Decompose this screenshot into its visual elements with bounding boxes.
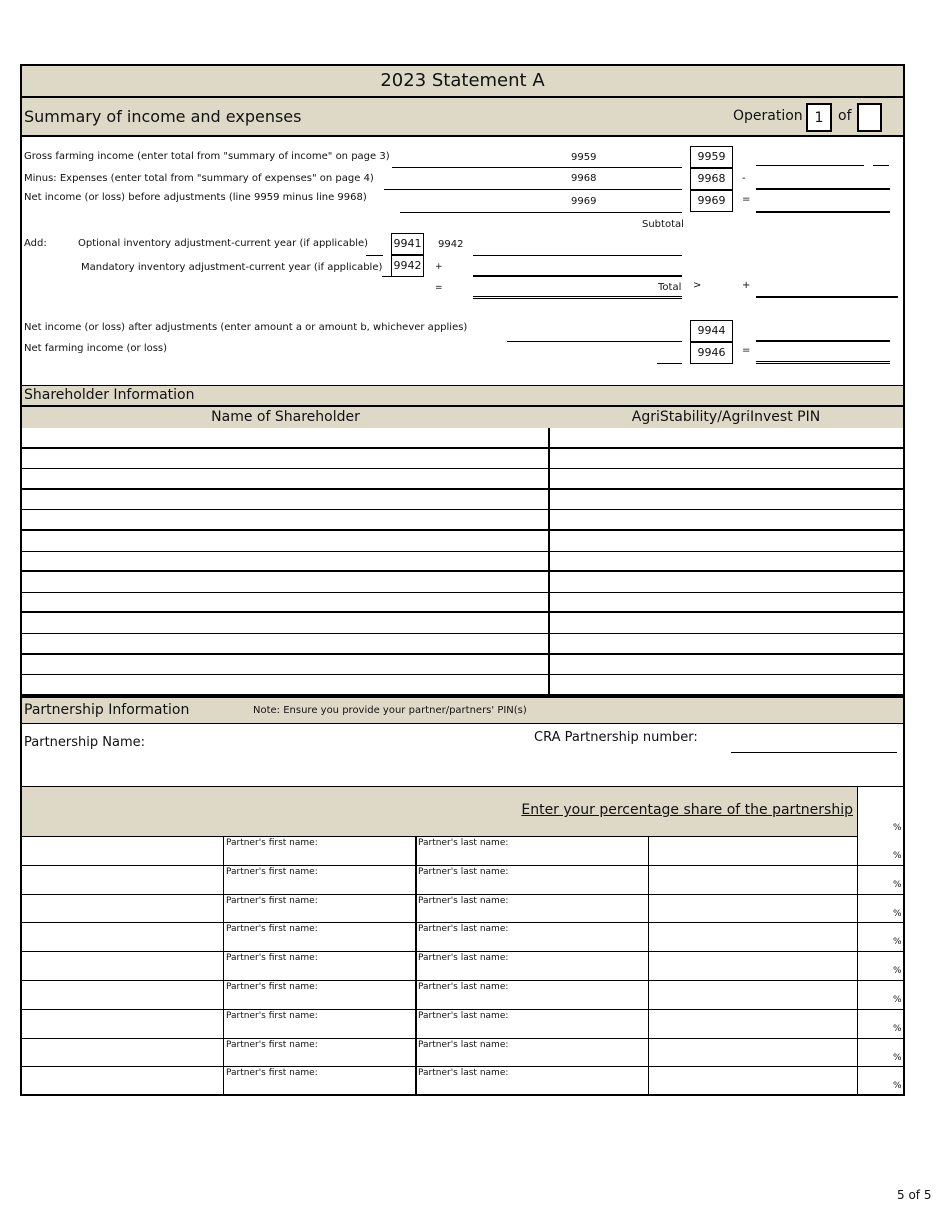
mandatory-adjustment-label: Mandatory inventory adjustment-current year (if applicable) — [81, 262, 383, 273]
gross-income-field[interactable]: 9959 — [690, 146, 733, 168]
partner-last-name-label: Partner's last name: — [418, 895, 509, 906]
optional-adjustment-field[interactable]: 9941 — [391, 233, 424, 255]
expenses-field[interactable]: 9968 — [690, 168, 733, 190]
greater-than-sign: > — [693, 280, 702, 291]
partner-last-name-label: Partner's last name: — [418, 1010, 509, 1021]
statement-a-form — [20, 64, 905, 1096]
partner-first-name-label: Partner's first name: — [226, 1068, 318, 1079]
partner-last-name-label: Partner's last name: — [418, 953, 509, 964]
optional-code-b: 9942 — [438, 239, 464, 250]
shareholder-row[interactable] — [22, 572, 903, 593]
partner-row[interactable] — [22, 1039, 903, 1068]
shareholder-row[interactable] — [22, 531, 903, 552]
shareholder-row[interactable] — [22, 675, 903, 696]
net-farming-field[interactable]: 9946 — [690, 342, 733, 364]
partner-percent-sign: % — [893, 851, 902, 861]
net-farming-label: Net farming income (or loss) — [24, 343, 168, 354]
partnership-header — [22, 696, 903, 724]
plus-sign: + — [435, 262, 443, 272]
partner-last-name-label: Partner's last name: — [418, 924, 509, 935]
shareholder-row[interactable] — [22, 510, 903, 531]
partner-percent-sign: % — [893, 966, 902, 977]
shareholder-row[interactable] — [22, 593, 903, 614]
plus-sign-total: + — [742, 280, 751, 291]
partner-first-name-label: Partner's first name: — [226, 1039, 318, 1050]
partner-last-name-label: Partner's last name: — [418, 982, 509, 992]
of-label: of — [838, 108, 852, 124]
partnership-name-label: Partnership Name: — [24, 735, 145, 750]
partner-percent-sign: % — [893, 1081, 902, 1092]
partner-percent-sign: % — [893, 995, 902, 1005]
equals-sign-total: = — [435, 283, 443, 293]
shareholder-row[interactable] — [22, 613, 903, 634]
partner-first-name-label: Partner's first name: — [226, 1010, 318, 1021]
shareholder-columns — [22, 407, 903, 428]
gross-income-label: Gross farming income (enter total from "summary of income" on page 3) — [24, 151, 390, 162]
shareholder-row[interactable] — [22, 655, 903, 676]
net-after-field[interactable]: 9944 — [690, 320, 733, 342]
partner-last-name-label: Partner's last name: — [418, 1068, 509, 1079]
partner-row[interactable] — [22, 923, 903, 952]
minus-sign: - — [742, 173, 746, 184]
net-code-a: 9969 — [571, 196, 597, 207]
share-band — [22, 786, 857, 837]
partner-first-name-label: Partner's first name: — [226, 838, 318, 848]
shareholder-title: Shareholder Information — [24, 387, 195, 403]
page-number: 5 of 5 — [897, 1188, 932, 1202]
section-title: Summary of income and expenses — [24, 107, 302, 126]
partner-first-name-label: Partner's first name: — [226, 982, 318, 992]
partner-last-name-label: Partner's last name: — [418, 866, 509, 877]
shareholder-row[interactable] — [22, 469, 903, 490]
partner-row[interactable] — [22, 1010, 903, 1039]
share-percent-sign: % — [893, 823, 902, 833]
partner-first-name-label: Partner's first name: — [226, 953, 318, 964]
partner-percent-sign: % — [893, 1052, 902, 1063]
cra-partnership-label: CRA Partnership number: — [534, 730, 698, 745]
total-label: Total — [658, 282, 682, 293]
partner-first-name-label: Partner's first name: — [226, 895, 318, 906]
partner-first-name-label: Partner's first name: — [226, 924, 318, 935]
subtotal-label: Subtotal — [642, 219, 684, 230]
shareholder-row[interactable] — [22, 428, 903, 449]
equals-sign: = — [742, 194, 751, 205]
partner-row[interactable] — [22, 895, 903, 924]
col-shareholder-name: Name of Shareholder — [211, 409, 360, 425]
expenses-label: Minus: Expenses (enter total from "summary of expenses" on page 4) — [24, 173, 374, 184]
partner-row[interactable] — [22, 981, 903, 1010]
partner-row[interactable] — [22, 952, 903, 981]
cra-partnership-field[interactable] — [731, 752, 897, 753]
col-pin: AgriStability/AgriInvest PIN — [631, 409, 821, 425]
optional-adjustment-label: Optional inventory adjustment-current year (if applicable) — [78, 238, 369, 249]
partner-percent-sign: % — [893, 908, 902, 919]
shareholder-header — [22, 385, 903, 407]
shareholder-row[interactable] — [22, 552, 903, 573]
partnership-note: Note: Ensure you provide your partner/partners' PIN(s) — [253, 705, 527, 716]
net-before-label: Net income (or loss) before adjustments (line 9959 minus line 9968) — [24, 192, 367, 203]
summary-header — [22, 98, 903, 137]
operation-label: Operation — [733, 108, 803, 124]
partner-percent-sign: % — [893, 937, 902, 948]
title-band — [22, 66, 903, 98]
form-title: 2023 Statement A — [380, 70, 545, 91]
shareholder-row[interactable] — [22, 490, 903, 511]
operation-number-field[interactable]: 1 — [806, 103, 832, 132]
partner-percent-sign: % — [893, 879, 902, 890]
equals-sign-farming: = — [742, 345, 751, 356]
share-label: Enter your percentage share of the partnership — [521, 802, 853, 818]
net-after-label: Net income (or loss) after adjustments (enter amount a or amount b, whichever applies) — [24, 322, 468, 333]
shareholder-row[interactable] — [22, 449, 903, 470]
partner-row[interactable] — [22, 866, 903, 895]
partner-last-name-label: Partner's last name: — [418, 838, 509, 848]
expenses-code-a: 9968 — [571, 173, 597, 184]
partner-percent-sign: % — [893, 1023, 902, 1034]
partnership-title: Partnership Information — [24, 702, 190, 718]
add-label: Add: — [24, 238, 47, 249]
partner-row[interactable] — [22, 1067, 903, 1096]
net-before-field[interactable]: 9969 — [690, 190, 733, 212]
shareholder-row[interactable] — [22, 634, 903, 655]
mandatory-adjustment-field[interactable]: 9942 — [391, 255, 424, 277]
partner-first-name-label: Partner's first name: — [226, 866, 318, 877]
operation-total-field[interactable] — [857, 103, 882, 132]
partner-last-name-label: Partner's last name: — [418, 1039, 509, 1050]
gross-code-a: 9959 — [571, 152, 597, 163]
partner-row[interactable] — [22, 837, 903, 866]
